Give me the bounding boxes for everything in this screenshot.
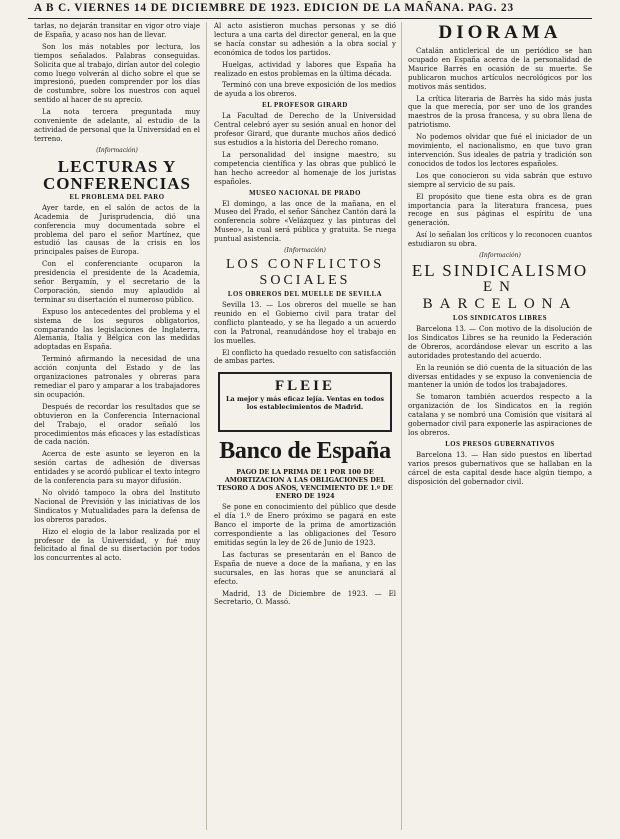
paragraph: Son los más notables por lectura, los tiempos señalados. Palabras conseguidas. Solicita que al trabajo, dirían autor del colegio como luego volverán al dicho sobre el que se impresionó, pueden comprender por los días de costumbre, sobre los nuestros con aquel sentido al hacer de su aprecio. [34,42,200,105]
paragraph: Ayer tarde, en el salón de actos de la Academia de Jurisprudencia, dió una conferencia muy documentada sobre el problema del paro el señor Martínez, que estudió las causas de la crisis en los principales países de Europa. [34,203,200,257]
paragraph: Barcelona 13. — Con motivo de la disolución de los Sindicatos Libres se ha reunido la Federación de Obreros, acordándose elevar un escrito a las autoridades protestando del acuerdo. [408,325,592,360]
section-heading: EL SINDICALISMO [411,261,589,281]
section-subheading: LOS OBREROS DEL MUELLE DE SEVILLA [227,291,383,299]
ad-text: La mejor y más eficaz lejía. Ventas en todos los establecimientos de Madrid. [225,395,385,412]
paragraph: El propósito que tiene esta obra es de gran importancia para la literatura francesa, pues recoge en sus páginas el espíritu de una generación. [408,192,592,228]
paragraph: No olvidó tampoco la obra del Instituto Nacional de Previsión y las iniciativas de los Sindicatos y Mutualidades para la defensa de los obreros parados. [34,488,200,524]
header-rule [28,18,592,19]
banco-heading: Banco de España [219,438,391,465]
paragraph: Hizo el elogio de la labor realizada por el profesor de la Universidad, y fué muy felicitado al final de su disertación por todos los concurrentes al acto. [34,527,200,563]
section-subheading: MUSEO NACIONAL DE PRADO [249,189,361,197]
paragraph: tarlas, no dejarán transitar en vigor otro viaje de España, y acaso nos han de llevar. [34,22,200,39]
advertisement-box [218,372,392,432]
paragraph: El domingo, a las once de la mañana, en el Museo del Prado, el señor Sánchez Cantón dará la conferencia sobre «Velázquez y las pinturas del Museo», la cual será pública y gratuita. Se ruega puntual asistencia. [214,199,396,244]
column-divider [401,22,402,830]
section-subheading: LOS SINDICATOS LIBRES [452,315,548,323]
section-heading: LOS CONFLICTOS SOCIALES [225,257,385,289]
paragraph: La Facultad de Derecho de la Universidad Central celebró ayer su sesión anual en honor del profesor Girard, que durante muchos años dedicó sus estudios a la historia del Derecho romano. [214,112,396,147]
paragraph: Acerca de este asunto se leyeron en la sesión cartas de adhesión de diversas entidades y se acordó publicar el texto íntegro de la conferencia para su mayor difusión. [34,450,200,486]
paragraph: Después de recordar los resultados que se obtuvieron en la Conferencia Internacional del Trabajo, el orador señaló los procedimientos más eficaces y las estadísticas de cada nación. [34,402,200,447]
paragraph: Sevilla 13. — Los obreros del muelle se han reunido en el Gobierno civil para tratar del conflicto planteado, y se ha llegado a un acuerdo con la Patronal, reanudándose hoy el trabajo en los muelles. [214,301,396,345]
paragraph: Se tomaron también acuerdos respecto a la organización de los Sindicatos en la región catalana y se nombró una Comisión que visitará al gobernador civil para exponerle las aspiraciones de los obreros. [408,393,592,437]
paragraph: Con el conferenciante ocuparon la presidencia el presidente de la Academia, señor Bergamín, y el secretario de la Corporación, siendo muy aplaudido al terminar su disertación el numeroso público. [34,260,200,304]
paragraph: En la reunión se dió cuenta de la situación de las diversas entidades y se expuso la conveniencia de mantener la unión de todos los trabajadores. [408,363,592,390]
section-subheading: EL PROBLEMA DEL PARO [69,193,165,201]
banco-subheading: PAGO DE LA PRIMA DE 1 POR 100 DE AMORTIZACION A LAS OBLIGACIONES DEL TESORO A DOS AÑOS, VENCIMIENTO DE 1.º DE ENERO DE 1924 [217,468,393,501]
paragraph: Las facturas se presentarán en el Banco de España de nueve a doce de la mañana, y en las sucursales, en las horas que se anunciará al efecto. [214,550,396,586]
paragraph: La personalidad del insigne maestro, su competencia científica y las obras que publicó le han hecho acreedor al homenaje de los juristas españoles. [214,150,396,186]
paragraph: Al acto asistieron muchas personas y se dió lectura a una carta del director general, en la que se hacía constar su adhesión a la obra social y económica de todos los partidos. [214,22,396,57]
section-separator: (Información) [96,146,138,154]
paragraph: Terminó afirmando la necesidad de una acción conjunta del Estado y de las organizaciones patronales y obreras para remediar el paro y amparar a los trabajadores sin ocupación. [34,355,200,399]
section-heading: LECTURAS Y CONFERENCIAS [42,156,192,193]
paragraph: Barcelona 13. — Han sido puestos en libertad varios presos gubernativos que se hallaban en la cárcel de esta capital desde hace algún tiempo, a disposición del gobernador civil. [408,450,592,486]
paragraph: Catalán anticlerical de un periódico se han ocupado en España acerca de la personalidad de Maurice Barrès en ocasión de su muerte. Se publicaron muchos artículos necrológicos por los motivos más sentidos. [408,47,592,91]
paragraph: Así lo señalan los críticos y lo reconocen cuantos estudiaron su obra. [408,231,592,249]
section-subheading: LOS PRESOS GUBERNATIVOS [445,440,555,448]
paragraph: Expuso los antecedentes del problema y el sistema de los seguros obligatorios, comparando las legislaciones de Inglaterra, Alemania, Italia y Bélgica con las medidas adoptadas en España. [34,307,200,352]
paragraph: Terminó con una breve exposición de los medios de ayuda a los obreros. [214,81,396,99]
column-3 [408,22,592,834]
page-header: A B C. VIERNES 14 DE DICIEMBRE DE 1923. EDICION DE LA MAÑANA. PAG. 23 [34,2,515,14]
section-separator: (Información) [284,247,326,255]
paragraph: No podemos olvidar que fué el iniciador de un movimiento, el nacionalismo, en que tuvo gran intervención. Sus ideales de patria y tradición son conocidos de todos los lectores españoles. [408,133,592,168]
column-2 [214,22,396,834]
section-separator: (Información) [479,252,521,260]
paragraph: La crítica literaria de Barrès ha sido más justa que la que merecía, por ser uno de los grandes maestros de la prosa francesa, y su obra llena de patriotismo. [408,94,592,130]
section-subheading: EL PROFESOR GIRARD [262,102,348,110]
paragraph: El conflicto ha quedado resuelto con satisfacción de ambas partes. [214,348,396,366]
column-divider [206,22,207,830]
paragraph: Madrid, 13 de Diciembre de 1923. — El Secretario, O. Massó. [214,589,396,607]
column-1 [34,22,200,834]
bottom-margin [0,827,620,839]
paragraph: La nota tercera preguntada muy conveniente de adelante, al estudio de la actividad de personal que la Universidad en el terreno. [34,108,200,143]
paragraph: Huelgas, actividad y labores que España ha realizado en estos problemas en la última década. [214,60,396,78]
paragraph: Se pone en conocimiento del público que desde el día 1.º de Enero próximo se pagará en este Banco el importe de la prima de amortización correspondiente a las obligaciones del Tesoro emitidas según la ley de 26 de Junio de 1923. [214,503,396,547]
paragraph: Los que conocieron su vida sabrán que estuvo siempre al servicio de su país. [408,171,592,189]
diorama-heading: DIORAMA [438,22,562,43]
section-heading-line2: EN BARCELONA [422,279,578,313]
ad-brand: FLEIE [274,378,335,395]
